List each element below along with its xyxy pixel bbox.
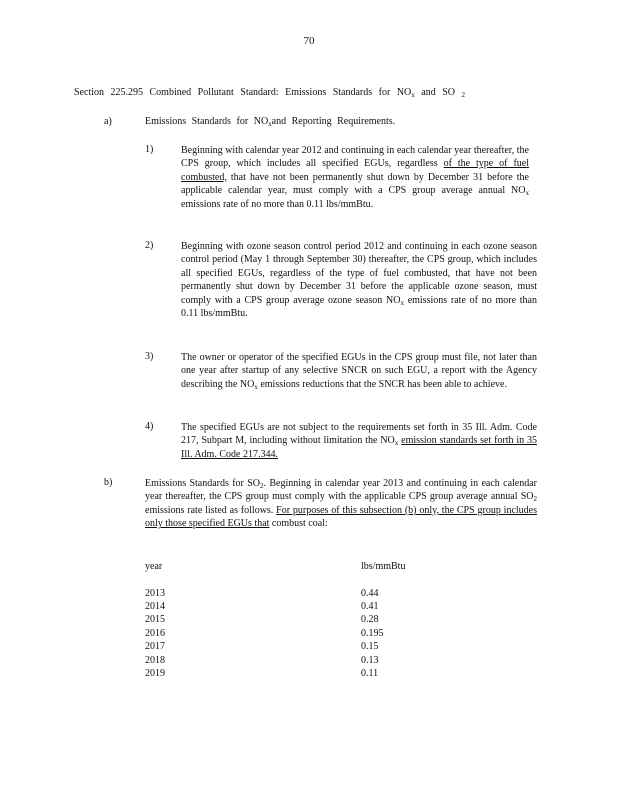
table-row-rate: 0.15: [361, 641, 379, 652]
table-row-year: 2014: [145, 601, 165, 612]
table-row-rate: 0.13: [361, 655, 379, 666]
item-4-text: [181, 421, 537, 461]
subsection-b-text: [145, 477, 537, 531]
table-row-rate: 0.11: [361, 668, 379, 679]
heading-sub-x: x: [411, 91, 415, 99]
item-1-text-a: Beginning with calendar year 2012 and continuing in each calendar year thereafter, the CPS group, which includes all specified EGUs, regardless: [181, 145, 529, 170]
table-row-year: 2019: [145, 668, 165, 679]
subsection-b-text-c: emissions rate listed as follows.: [145, 504, 277, 516]
item-4-text-a: The specified EGUs are not subject to the requirements set forth in 35 Ill. Adm. Code 217, Subpart M, including without limitation the NO: [181, 422, 537, 447]
item-2-sub: x: [400, 298, 404, 307]
subsection-b-text-underlined: For purposes of this subsection (b) only, the CPS group includes only those specified EGUs that: [145, 504, 537, 530]
item-4-sub: x: [394, 439, 399, 448]
heading-sub-2: 2: [461, 91, 465, 99]
item-1-text-c: emissions rate of no more than 0.11 lbs/mmBtu.: [181, 198, 374, 210]
subsection-b-text-b: . Beginning in calendar year 2013 and continuing in each calendar year thereafter, the CPS group must comply with the applicable CPS group average annual SO: [145, 478, 537, 503]
item-1-text-underlined: of the type of fuel combusted,: [181, 158, 529, 183]
table-header-rate: lbs/mmBtu: [361, 561, 406, 572]
table-row-year: 2013: [145, 588, 165, 599]
table-row-rate: 0.41: [361, 601, 379, 612]
subsection-b-text-a: Emissions Standards for SO: [145, 478, 260, 489]
item-2-text-b: emissions rate of no more than 0.11 lbs/mmBtu.: [181, 294, 537, 320]
item-3-number: 3): [145, 351, 154, 362]
item-2-number: 2): [145, 240, 154, 251]
item-4-number: 4): [145, 421, 154, 432]
table-row-rate: 0.28: [361, 614, 379, 625]
subsection-a-title-post: and Reporting Requirements.: [271, 116, 396, 127]
item-1-sub: x: [525, 189, 529, 198]
subsection-b-sub-1: 2: [260, 482, 264, 490]
subsection-a-title: [145, 116, 395, 127]
item-2-text-a: Beginning with ozone season control period 2012 and continuing in each ozone season control period (May 1 through September 30) thereafter, the CPS group, which includes all specified EGUs, regardless of the type of fuel combusted, that have not been permanently shut down by December 31 before the applicable ozone season, must comply with a CPS group average ozone season NO: [181, 241, 537, 306]
subsection-b-text-d: combust coal:: [269, 518, 328, 530]
table-row-rate: 0.195: [361, 628, 384, 639]
subsection-a-title-pre: Emissions Standards for NO: [145, 116, 269, 127]
table-row-year: 2015: [145, 614, 165, 625]
heading-mid: and SO: [421, 87, 455, 98]
subsection-b-label: b): [104, 477, 113, 488]
page-number: 70: [303, 35, 315, 47]
item-1-text-b: that have not been permanently shut down by December 31 before the applicable calendar year, must comply with a CPS group average annual NO: [181, 171, 529, 197]
table-row-year: 2017: [145, 641, 165, 652]
heading-prefix: Section 225.295 Combined Pollutant Standard: Emissions Standards for NO: [74, 87, 412, 98]
section-heading: [74, 87, 534, 98]
subsection-a-title-sub: x: [268, 120, 272, 128]
table-header-year: year: [145, 561, 163, 572]
item-3-text-a: The owner or operator of the specified EGUs in the CPS group must file, not later than one year after startup of any selective SNCR on such EGU, a report with the Agency describing the NO: [181, 352, 537, 390]
item-3-text-b: emissions reductions that the SNCR has been able to achieve.: [257, 378, 507, 390]
item-3-sub: x: [254, 382, 258, 391]
table-row-year: 2016: [145, 628, 165, 639]
item-2-text: [181, 240, 537, 320]
item-3-text: [181, 351, 537, 391]
subsection-b-sub-2: 2: [533, 495, 537, 504]
item-1-text: [181, 144, 529, 211]
table-row-year: 2018: [145, 655, 165, 666]
table-row-rate: 0.44: [361, 588, 379, 599]
item-1-number: 1): [145, 144, 154, 155]
subsection-a-label: a): [104, 116, 112, 127]
item-4-text-underlined: emission standards set forth in 35 Ill. Adm. Code 217.344.: [181, 435, 537, 460]
